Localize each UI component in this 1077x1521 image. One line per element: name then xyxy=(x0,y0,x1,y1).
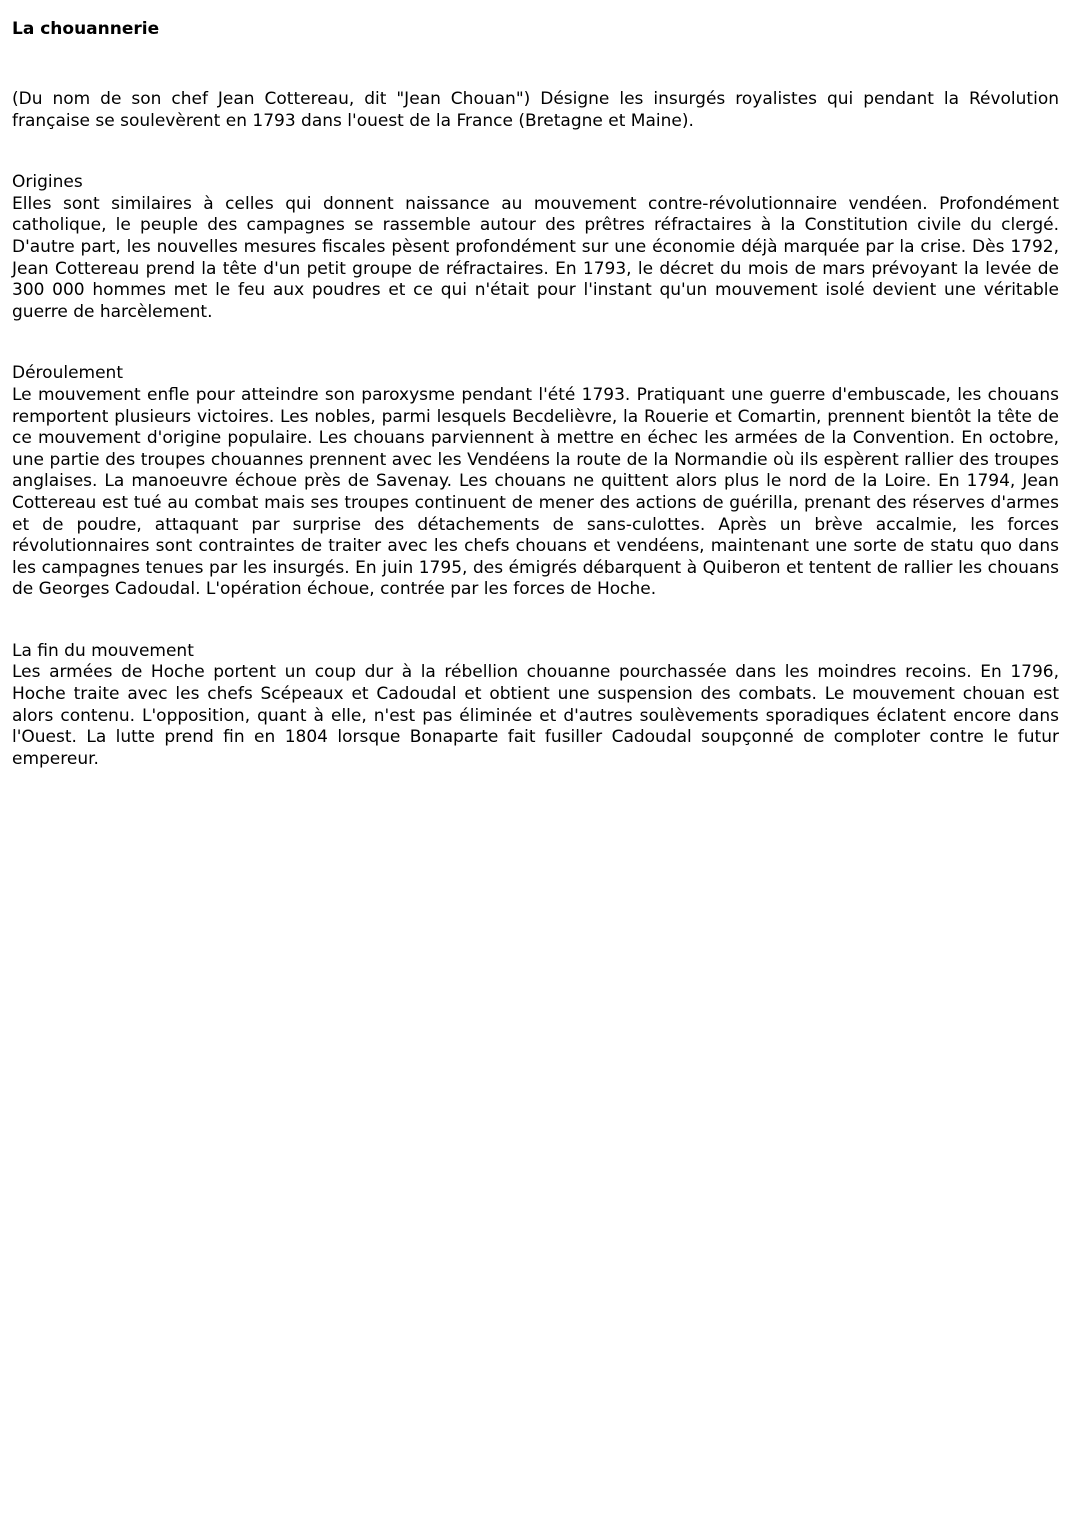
section-heading: Origines xyxy=(12,172,83,193)
section-fin-du-mouvement xyxy=(12,641,1059,771)
section-paragraph: Le mouvement enfle pour atteindre son paroxysme pendant l'été 1793. Pratiquant une guerre d'embuscade, les chouans remportent plusieurs victoires. Les nobles, parmi lesquels Becdelièvre, la Rouerie et Comartin, prennent bientôt la tête de ce mouvement d'origine populaire. Les chouans parviennent à mettre en échec les armées de la Convention. En octobre, une partie des troupes chouannes prennent avec les Vendéens la route de la Normandie où ils espèrent rallier des troupes anglaises. La manoeuvre échoue près de Savenay. Les chouans ne quittent alors plus le nord de la Loire. En 1794, Jean Cottereau est tué au combat mais ses troupes continuent de mener des actions de guérilla, prenant des réserves d'armes et de poudre, attaquant par surprise des détachements de sans-culottes. Après un brève accalmie, les forces révolutionnaires sont contraintes de traiter avec les chefs chouans et vendéens, maintenant une sorte de statu quo dans les campagnes tenues par les insurgés. En juin 1795, des émigrés débarquent à Quiberon et tentent de rallier les chouans de Georges Cadoudal. L'opération échoue, contrée par les forces de Hoche. xyxy=(12,384,1059,600)
document-page xyxy=(12,19,1059,770)
section-deroulement xyxy=(12,363,1059,601)
section-paragraph: Elles sont similaires à celles qui donnent naissance au mouvement contre-révolutionnaire vendéen. Profondément catholique, le peuple des campagnes se rassemble autour des prêtres réfractaires à la Constitution civile du clergé. D'autre part, les nouvelles mesures fiscales pèsent profondément sur une économie déjà marquée par la crise. Dès 1792, Jean Cottereau prend la tête d'un petit groupe de réfractaires. En 1793, le décret du mois de mars prévoyant la levée de 300 000 hommes met le feu aux poudres et ce qui n'était pour l'instant qu'un mouvement isolé devient une véritable guerre de harcèlement. xyxy=(12,193,1059,322)
section-heading: La fin du mouvement xyxy=(12,640,194,661)
section-heading: Déroulement xyxy=(12,363,123,384)
section-paragraph: Les armées de Hoche portent un coup dur à la rébellion chouanne pourchassée dans les moindres recoins. En 1796, Hoche traite avec les chefs Scépeaux et Cadoudal et obtient une suspension des combats. Le mouvement chouan est alors contenu. L'opposition, quant à elle, n'est pas éliminée et d'autres soulèvements sporadiques éclatent encore dans l'Ouest. La lutte prend fin en 1804 lorsque Bonaparte fait fusiller Cadoudal soupçonné de comploter contre le futur empereur. xyxy=(12,662,1059,769)
document-title: La chouannerie xyxy=(12,19,160,39)
intro-paragraph: (Du nom de son chef Jean Cottereau, dit "Jean Chouan") Désigne les insurgés royalistes qui pendant la Révolution française se soulevèrent en 1793 dans l'ouest de la France (Bretagne et Maine). xyxy=(12,89,1059,131)
section-origines xyxy=(12,172,1059,323)
